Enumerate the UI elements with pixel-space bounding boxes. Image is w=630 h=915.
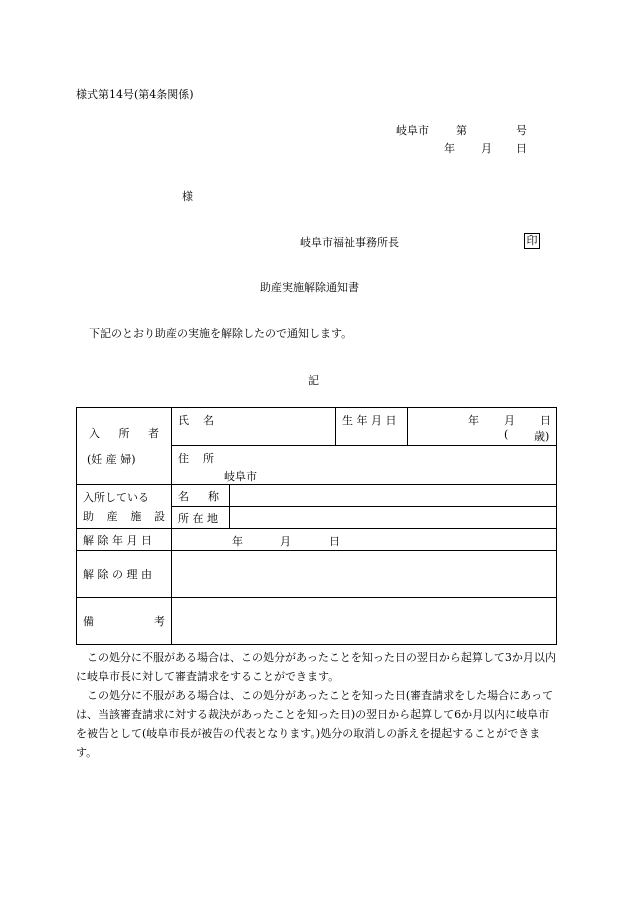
cell-birth-date: 年 月 日 ( 歳) bbox=[408, 408, 557, 446]
addressee-honorific: 様 bbox=[182, 190, 193, 203]
cell-kaijo-date-value: 年 月 日 bbox=[172, 529, 557, 551]
cell-shimei: 氏 名 bbox=[172, 408, 336, 446]
cell-shozaichi-value bbox=[230, 507, 557, 529]
cell-nyusho-label: 入 所 者 (妊 産 婦) bbox=[77, 408, 172, 485]
document-title: 助産実施解除通知書 bbox=[260, 281, 359, 294]
cell-shisetsu-label: 入所している 助 産 施 設 bbox=[77, 485, 172, 529]
cell-biko-value bbox=[172, 598, 557, 645]
ki-heading: 記 bbox=[308, 374, 319, 387]
cell-seinengappi-label: 生 年 月 日 bbox=[336, 408, 408, 446]
doc-number-prefix: 岐阜市 bbox=[396, 124, 429, 137]
date-month: 月 bbox=[481, 142, 492, 155]
notification-table bbox=[76, 407, 557, 645]
note-lawsuit: この処分に不服がある場合は、この処分があったことを知った日(審査請求をした場合にあっては、当該審査請求に対する裁決があったことを知った日)の翌日から起算して6か月以内に岐阜市を被告として(岐阜市長が被告の代表となります。)処分の取消しの訴えを提起することができます。 bbox=[76, 689, 554, 759]
intro-text: 下記のとおり助産の実施を解除したので通知します。 bbox=[89, 327, 353, 340]
cell-meisho-value bbox=[230, 485, 557, 507]
form-number: 様式第14号(第4条関係) bbox=[76, 88, 194, 101]
cell-kaijo-reason-label: 解 除 の 理 由 bbox=[77, 551, 172, 598]
date-day: 日 bbox=[516, 142, 527, 155]
cell-kaijo-date-label: 解 除 年 月 日 bbox=[77, 529, 172, 551]
note-appeal: この処分に不服がある場合は、この処分があったことを知った日の翌日から起算して3か月以内に岐阜市長に対して審査請求をすることができます。 bbox=[76, 651, 556, 683]
cell-jusho: 住 所 岐阜市 bbox=[172, 446, 557, 485]
seal-mark: 印 bbox=[524, 233, 540, 249]
cell-meisho-label: 名 称 bbox=[172, 485, 230, 507]
cell-kaijo-reason-value bbox=[172, 551, 557, 598]
date-year: 年 bbox=[444, 142, 455, 155]
doc-number-go: 号 bbox=[516, 124, 527, 137]
doc-number-dai: 第 bbox=[456, 124, 467, 137]
issuer-name: 岐阜市福祉事務所長 bbox=[300, 236, 399, 249]
cell-shozaichi-label: 所 在 地 bbox=[172, 507, 230, 529]
cell-biko-label: 備 考 bbox=[77, 598, 172, 645]
